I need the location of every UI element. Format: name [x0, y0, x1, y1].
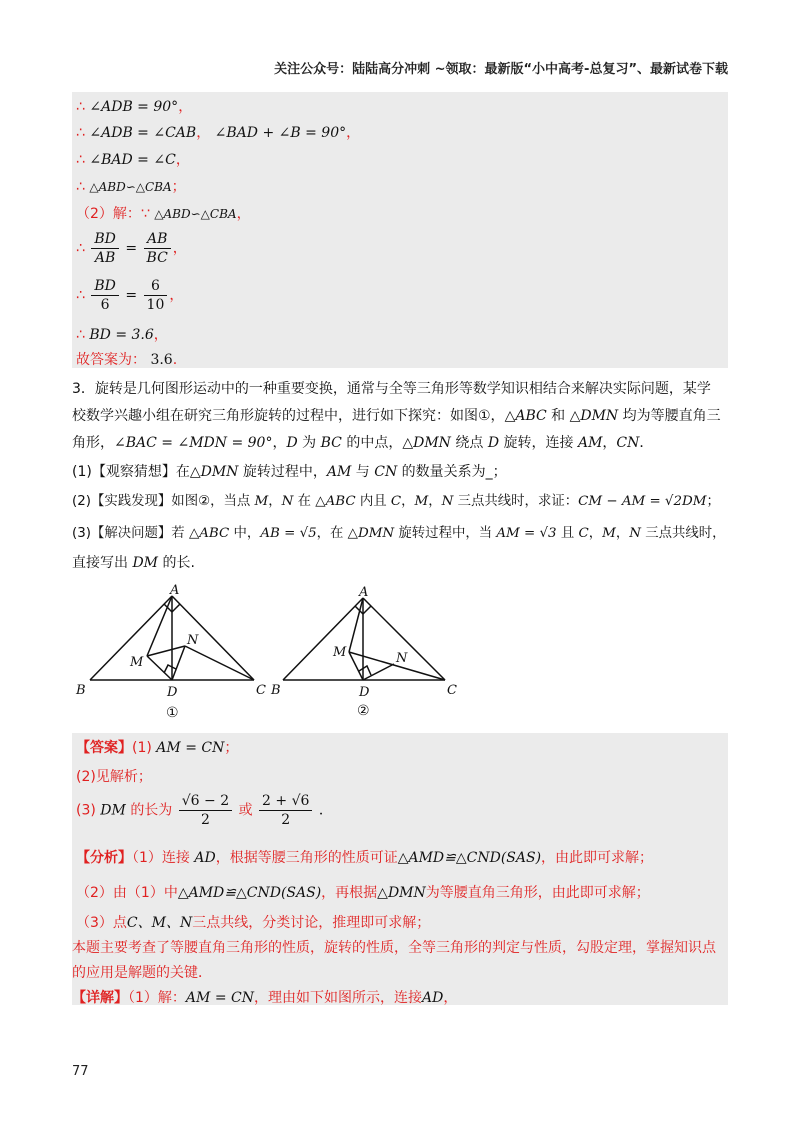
text: ，由此即可求解；	[541, 850, 654, 866]
part-1	[72, 461, 507, 481]
text: 的长为	[130, 802, 173, 819]
proof-line-6	[76, 230, 187, 267]
answer-1	[76, 737, 238, 757]
analysis-summary-1: 本题主要考查了等腰直角三角形的性质，旋转的性质，全等三角形的判定与性质，勾股定理，掌握知识点	[72, 940, 716, 956]
math-expr: △AMD≌△CND(SAS)	[397, 850, 542, 866]
math-expr: △DMN	[377, 885, 426, 901]
math-expr: △ABD∽△CBA	[154, 207, 237, 221]
text: 内且	[355, 494, 391, 509]
numerator: BD	[91, 230, 119, 249]
part-3	[72, 522, 726, 541]
text: 或	[238, 802, 253, 819]
punct: ，	[172, 240, 187, 257]
text: ，	[602, 435, 617, 451]
fraction	[259, 792, 312, 829]
proof-line-1	[76, 96, 192, 116]
fraction	[91, 230, 119, 267]
text: ，	[272, 435, 287, 451]
therefore-symbol: ∴	[76, 125, 85, 141]
text: （3）点	[76, 915, 127, 931]
punct: ，	[346, 125, 361, 141]
math-expr: AM	[577, 435, 603, 451]
proof-line-9	[76, 349, 177, 369]
text: 且	[556, 526, 579, 541]
text: ，	[615, 526, 630, 541]
right-angle-mark-D	[359, 666, 371, 675]
text: 均为等腰直角三	[618, 408, 721, 424]
math-expr: △DMN	[569, 408, 619, 424]
math-expr: N	[281, 494, 294, 509]
text: ；	[706, 494, 720, 509]
proof-line-8	[76, 324, 168, 344]
proof-line-7	[76, 277, 183, 314]
segment-DM	[147, 656, 172, 680]
question-line-3	[72, 432, 653, 452]
part-2	[72, 490, 720, 509]
text: （2）由（1）中	[76, 885, 178, 901]
punct: ；	[171, 179, 186, 195]
math-expr: BC	[320, 435, 342, 451]
math-expr: N	[629, 526, 641, 541]
math-expr: AD	[194, 850, 216, 866]
text: 与	[351, 464, 375, 480]
math-expr: △AMD≌△CND(SAS)	[177, 885, 322, 901]
right-angle-mark-D	[164, 665, 176, 673]
denominator: AB	[94, 250, 116, 266]
punct: ，	[153, 327, 168, 343]
denominator: BC	[146, 250, 168, 266]
text: 绕点	[450, 435, 488, 451]
math-expr: C	[578, 526, 589, 541]
text: 中，	[229, 526, 261, 541]
math-expr: △DMN	[347, 526, 395, 541]
part-label: (3)	[76, 802, 96, 819]
answer-2: (2)见解析；	[76, 769, 152, 785]
figure-1	[70, 580, 280, 730]
punct: ，	[196, 125, 211, 141]
label-A: A	[170, 583, 180, 598]
math-expr: △ABC	[504, 408, 547, 424]
text: 的中点，	[341, 435, 403, 451]
text: 三点共线时，	[640, 526, 726, 541]
punct: ，	[175, 152, 190, 168]
part-3-line-2	[72, 552, 195, 572]
fraction	[179, 792, 232, 829]
text: ，根据等腰三角形的性质可证	[215, 850, 398, 866]
text: 的长.	[158, 555, 195, 571]
fraction	[91, 277, 119, 314]
answer-3	[76, 792, 333, 829]
numerator: √6 − 2	[179, 792, 232, 811]
math-expr: ∠ADB = ∠CAB	[89, 125, 197, 141]
question-line-2	[72, 405, 721, 425]
proof-line-4	[76, 176, 186, 196]
label-C: C	[447, 683, 457, 698]
denominator: 10	[146, 297, 165, 313]
text: 的数量关系为_；	[397, 464, 507, 480]
text: ，再根据	[321, 885, 378, 901]
fraction	[144, 277, 168, 314]
math-expr: M	[602, 526, 616, 541]
segment-MN	[147, 646, 185, 656]
label-D: D	[359, 685, 370, 700]
text: 为等腰直角三角形，由此即可求解；	[425, 885, 650, 901]
text: 旋转过程中，当	[394, 526, 497, 541]
text: 为	[297, 435, 321, 451]
figure-2-caption: ②	[357, 703, 370, 719]
math-expr: AM = CN	[185, 990, 254, 1006]
detail-1	[72, 987, 457, 1007]
math-expr: △DMN	[402, 435, 451, 451]
punct: ．	[318, 802, 333, 819]
segment-AM	[147, 596, 172, 656]
proof-line-2	[76, 122, 360, 142]
text: ，	[443, 990, 458, 1006]
math-expr: AB = √5	[260, 526, 317, 541]
math-expr: D	[286, 435, 298, 451]
therefore-symbol: ∴	[76, 179, 85, 195]
math-expr: AM	[326, 464, 352, 480]
therefore-symbol: ∴	[76, 287, 85, 304]
detail-tag: 【详解】	[72, 990, 128, 1006]
math-expr: M	[414, 494, 429, 509]
math-expr: N	[441, 494, 454, 509]
numerator: 2 + √6	[259, 792, 312, 811]
math-expr: DM	[100, 802, 126, 819]
label-A: A	[359, 585, 369, 600]
text: 三点共线，分类讨论，推理即可求解；	[192, 915, 431, 931]
segment-DN	[172, 646, 185, 680]
text: ，理由如下如图所示，连接	[253, 990, 422, 1006]
text: ，	[428, 494, 442, 509]
fraction	[144, 230, 171, 267]
text: （1）解：	[128, 990, 186, 1006]
page-number: 77	[72, 1064, 89, 1079]
figure-2	[265, 580, 475, 730]
punct: ；	[224, 740, 239, 756]
label-B: B	[271, 683, 281, 698]
text: ．	[639, 435, 654, 451]
label-N: N	[396, 651, 408, 666]
math-expr: C	[390, 494, 402, 509]
text: （1）连接	[132, 850, 195, 866]
label-C: C	[256, 683, 266, 698]
math-expr: D	[487, 435, 500, 451]
math-expr: M	[254, 494, 269, 509]
math-expr: ∠ADB = 90°	[89, 99, 179, 115]
math-expr: DM	[132, 555, 159, 571]
text: 在	[293, 494, 316, 509]
punct: ，	[236, 206, 251, 222]
equals-sign: =	[125, 287, 138, 304]
label-M: M	[130, 655, 144, 670]
label-B: B	[76, 683, 86, 698]
answer-tag: 【答案】	[76, 740, 132, 756]
segment-CN	[185, 646, 254, 680]
math-expr: CN	[616, 435, 640, 451]
answer-value: 3.6	[150, 352, 173, 368]
math-expr: CM − AM = √2DM	[578, 494, 707, 509]
text: 直接写出	[72, 555, 133, 571]
proof-line-5	[76, 203, 251, 223]
part-label: (1)【观察猜想】在	[72, 464, 190, 480]
proof-line-3	[76, 149, 190, 169]
text: 角形，	[72, 435, 114, 451]
text: 校数学兴趣小组在研究三角形旋转的过程中，进行如下探究：如图①，	[72, 408, 505, 424]
analysis-3	[76, 912, 430, 932]
text: 旋转，连接	[499, 435, 578, 451]
figure-1-caption: ①	[166, 705, 179, 721]
answer-label: 故答案为：	[76, 352, 146, 368]
therefore-symbol: ∴	[76, 327, 85, 343]
math-expr: AM = CN	[156, 740, 225, 756]
text: ，	[268, 494, 282, 509]
equals-sign: =	[125, 240, 138, 257]
numerator: BD	[91, 277, 119, 296]
numerator: 6	[144, 277, 168, 296]
analysis-1	[76, 847, 653, 867]
part-label: (2)【实践发现】如图②，当点	[72, 494, 255, 509]
math-expr: △DMN	[189, 464, 239, 480]
page-header: 关注公众号：陆陆高分冲刺 ~领取：最新版“小中高考-总复习”、最新试卷下载	[274, 62, 728, 77]
analysis-2	[76, 882, 650, 902]
part-label: （2）解：∵	[76, 206, 150, 222]
denominator: 2	[200, 812, 210, 828]
math-expr: ∠BAD = ∠C	[89, 152, 176, 168]
text: ，	[588, 526, 603, 541]
analysis-tag: 【分析】	[76, 850, 132, 866]
text: 旋转过程中，	[238, 464, 327, 480]
therefore-symbol: ∴	[76, 99, 85, 115]
therefore-symbol: ∴	[76, 240, 85, 257]
question-line-1: 3．旋转是几何图形运动中的一种重要变换，通常与全等三角形等数学知识相结合来解决实际问题，某学	[72, 381, 711, 397]
label-M: M	[333, 645, 347, 660]
denominator: 2	[281, 812, 291, 828]
math-expr: △ABC	[315, 494, 356, 509]
math-expr: △ABD∽△CBA	[89, 180, 172, 194]
numerator: AB	[144, 230, 171, 249]
math-expr: ∠BAD + ∠B = 90°	[214, 125, 347, 141]
text: ，在	[316, 526, 348, 541]
math-expr: C、M、N	[126, 915, 193, 931]
punct: ，	[169, 287, 184, 304]
denominator: 6	[100, 297, 110, 313]
punct: ，	[178, 99, 193, 115]
label-N: N	[187, 633, 199, 648]
part-label: (1)	[132, 740, 152, 756]
math-expr: ∠BAC = ∠MDN = 90°	[114, 435, 273, 451]
punct: .	[172, 352, 178, 368]
text: ，	[401, 494, 415, 509]
label-D: D	[167, 685, 178, 700]
segment-AC	[172, 596, 254, 680]
segment-AB	[283, 598, 363, 680]
math-expr: BD = 3.6	[89, 327, 154, 343]
therefore-symbol: ∴	[76, 152, 85, 168]
math-expr: AM = √3	[496, 526, 557, 541]
analysis-summary-2: 的应用是解题的关键．	[72, 965, 212, 981]
text: 三点共线时，求证：	[453, 494, 579, 509]
math-expr: AD	[421, 990, 444, 1006]
math-expr: CN	[374, 464, 398, 480]
text: 和	[546, 408, 570, 424]
part-label: (3)【解决问题】若	[72, 526, 189, 541]
math-expr: △ABC	[188, 526, 230, 541]
